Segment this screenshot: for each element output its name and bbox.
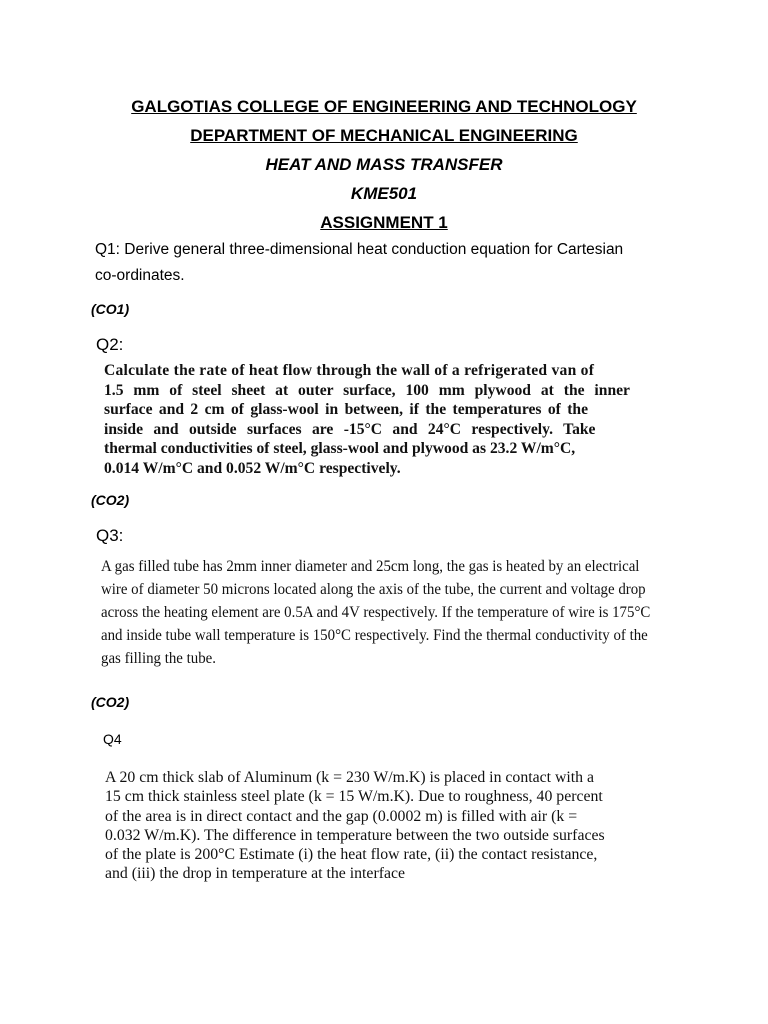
department-name: DEPARTMENT OF MECHANICAL ENGINEERING [190, 126, 578, 145]
question-4-line-6: and (iii) the drop in temperature at the interface [105, 865, 406, 883]
question-2-line-2: 1.5 mm of steel sheet at outer surface, 100 mm plywood at the inner [104, 381, 630, 399]
question-2-text [104, 361, 714, 479]
course-code: KME501 [350, 184, 418, 203]
question-3-label: Q3: [96, 526, 124, 545]
question-4-text [105, 768, 705, 884]
question-2-line-6: 0.014 W/m°C and 0.052 W/m°C respectively. [104, 459, 401, 477]
question-1-line-1: Derive general three-dimensional heat conduction equation for Cartesian [124, 241, 624, 258]
college-name: GALGOTIAS COLLEGE OF ENGINEERING AND TECHNOLOGY [131, 97, 637, 116]
question-2-label: Q2: [96, 335, 124, 354]
question-4-line-2: 15 cm thick stainless steel plate (k = 15 W/m.K). Due to roughness, 40 percent [105, 788, 603, 806]
assignment-title: ASSIGNMENT 1 [320, 213, 448, 232]
question-3-line-3: across the heating element are 0.5A and 4V respectively. If the temperature of wire is 175°C [101, 603, 651, 621]
subject-title: HEAT AND MASS TRANSFER [265, 155, 503, 174]
question-4-line-5: of the plate is 200°C Estimate (i) the heat flow rate, (ii) the contact resistance, [105, 846, 598, 864]
question-4-line-4: 0.032 W/m.K). The difference in temperature between the two outside surfaces [105, 826, 605, 844]
question-3-line-4: and inside tube wall temperature is 150°C respectively. Find the thermal conductivity of the [101, 626, 648, 644]
question-4-label: Q4 [103, 731, 122, 747]
question-1-line-2: co-ordinates. [95, 267, 185, 284]
question-4-line-3: of the area is in direct contact and the gap (0.0002 m) is filled with air (k = [105, 807, 578, 825]
course-outcome-q1: (CO1) [91, 301, 130, 317]
question-2-line-4: inside and outside surfaces are -15°C and 24°C respectively. Take [104, 420, 596, 438]
question-2-line-3: surface and 2 cm of glass-wool in between, if the temperatures of the [104, 401, 589, 419]
question-2-line-1: Calculate the rate of heat flow through the wall of a refrigerated van of [104, 362, 595, 379]
question-4-line-1: A 20 cm thick slab of Aluminum (k = 230 W/m.K) is placed in contact with a [105, 769, 595, 786]
question-3-line-5: gas filling the tube. [101, 649, 216, 667]
course-outcome-q2: (CO2) [91, 492, 130, 508]
question-3-line-2: wire of diameter 50 microns located along the axis of the tube, the current and voltage drop [101, 580, 646, 598]
question-1 [95, 238, 623, 262]
question-3-line-1: A gas filled tube has 2mm inner diameter and 25cm long, the gas is heated by an electrical [101, 557, 640, 575]
course-outcome-q3: (CO2) [91, 694, 130, 710]
question-1-label: Q1: [95, 241, 120, 258]
question-2-line-5: thermal conductivities of steel, glass-wool and plywood as 23.2 W/m°C, [104, 440, 576, 458]
question-3-text [101, 555, 662, 670]
